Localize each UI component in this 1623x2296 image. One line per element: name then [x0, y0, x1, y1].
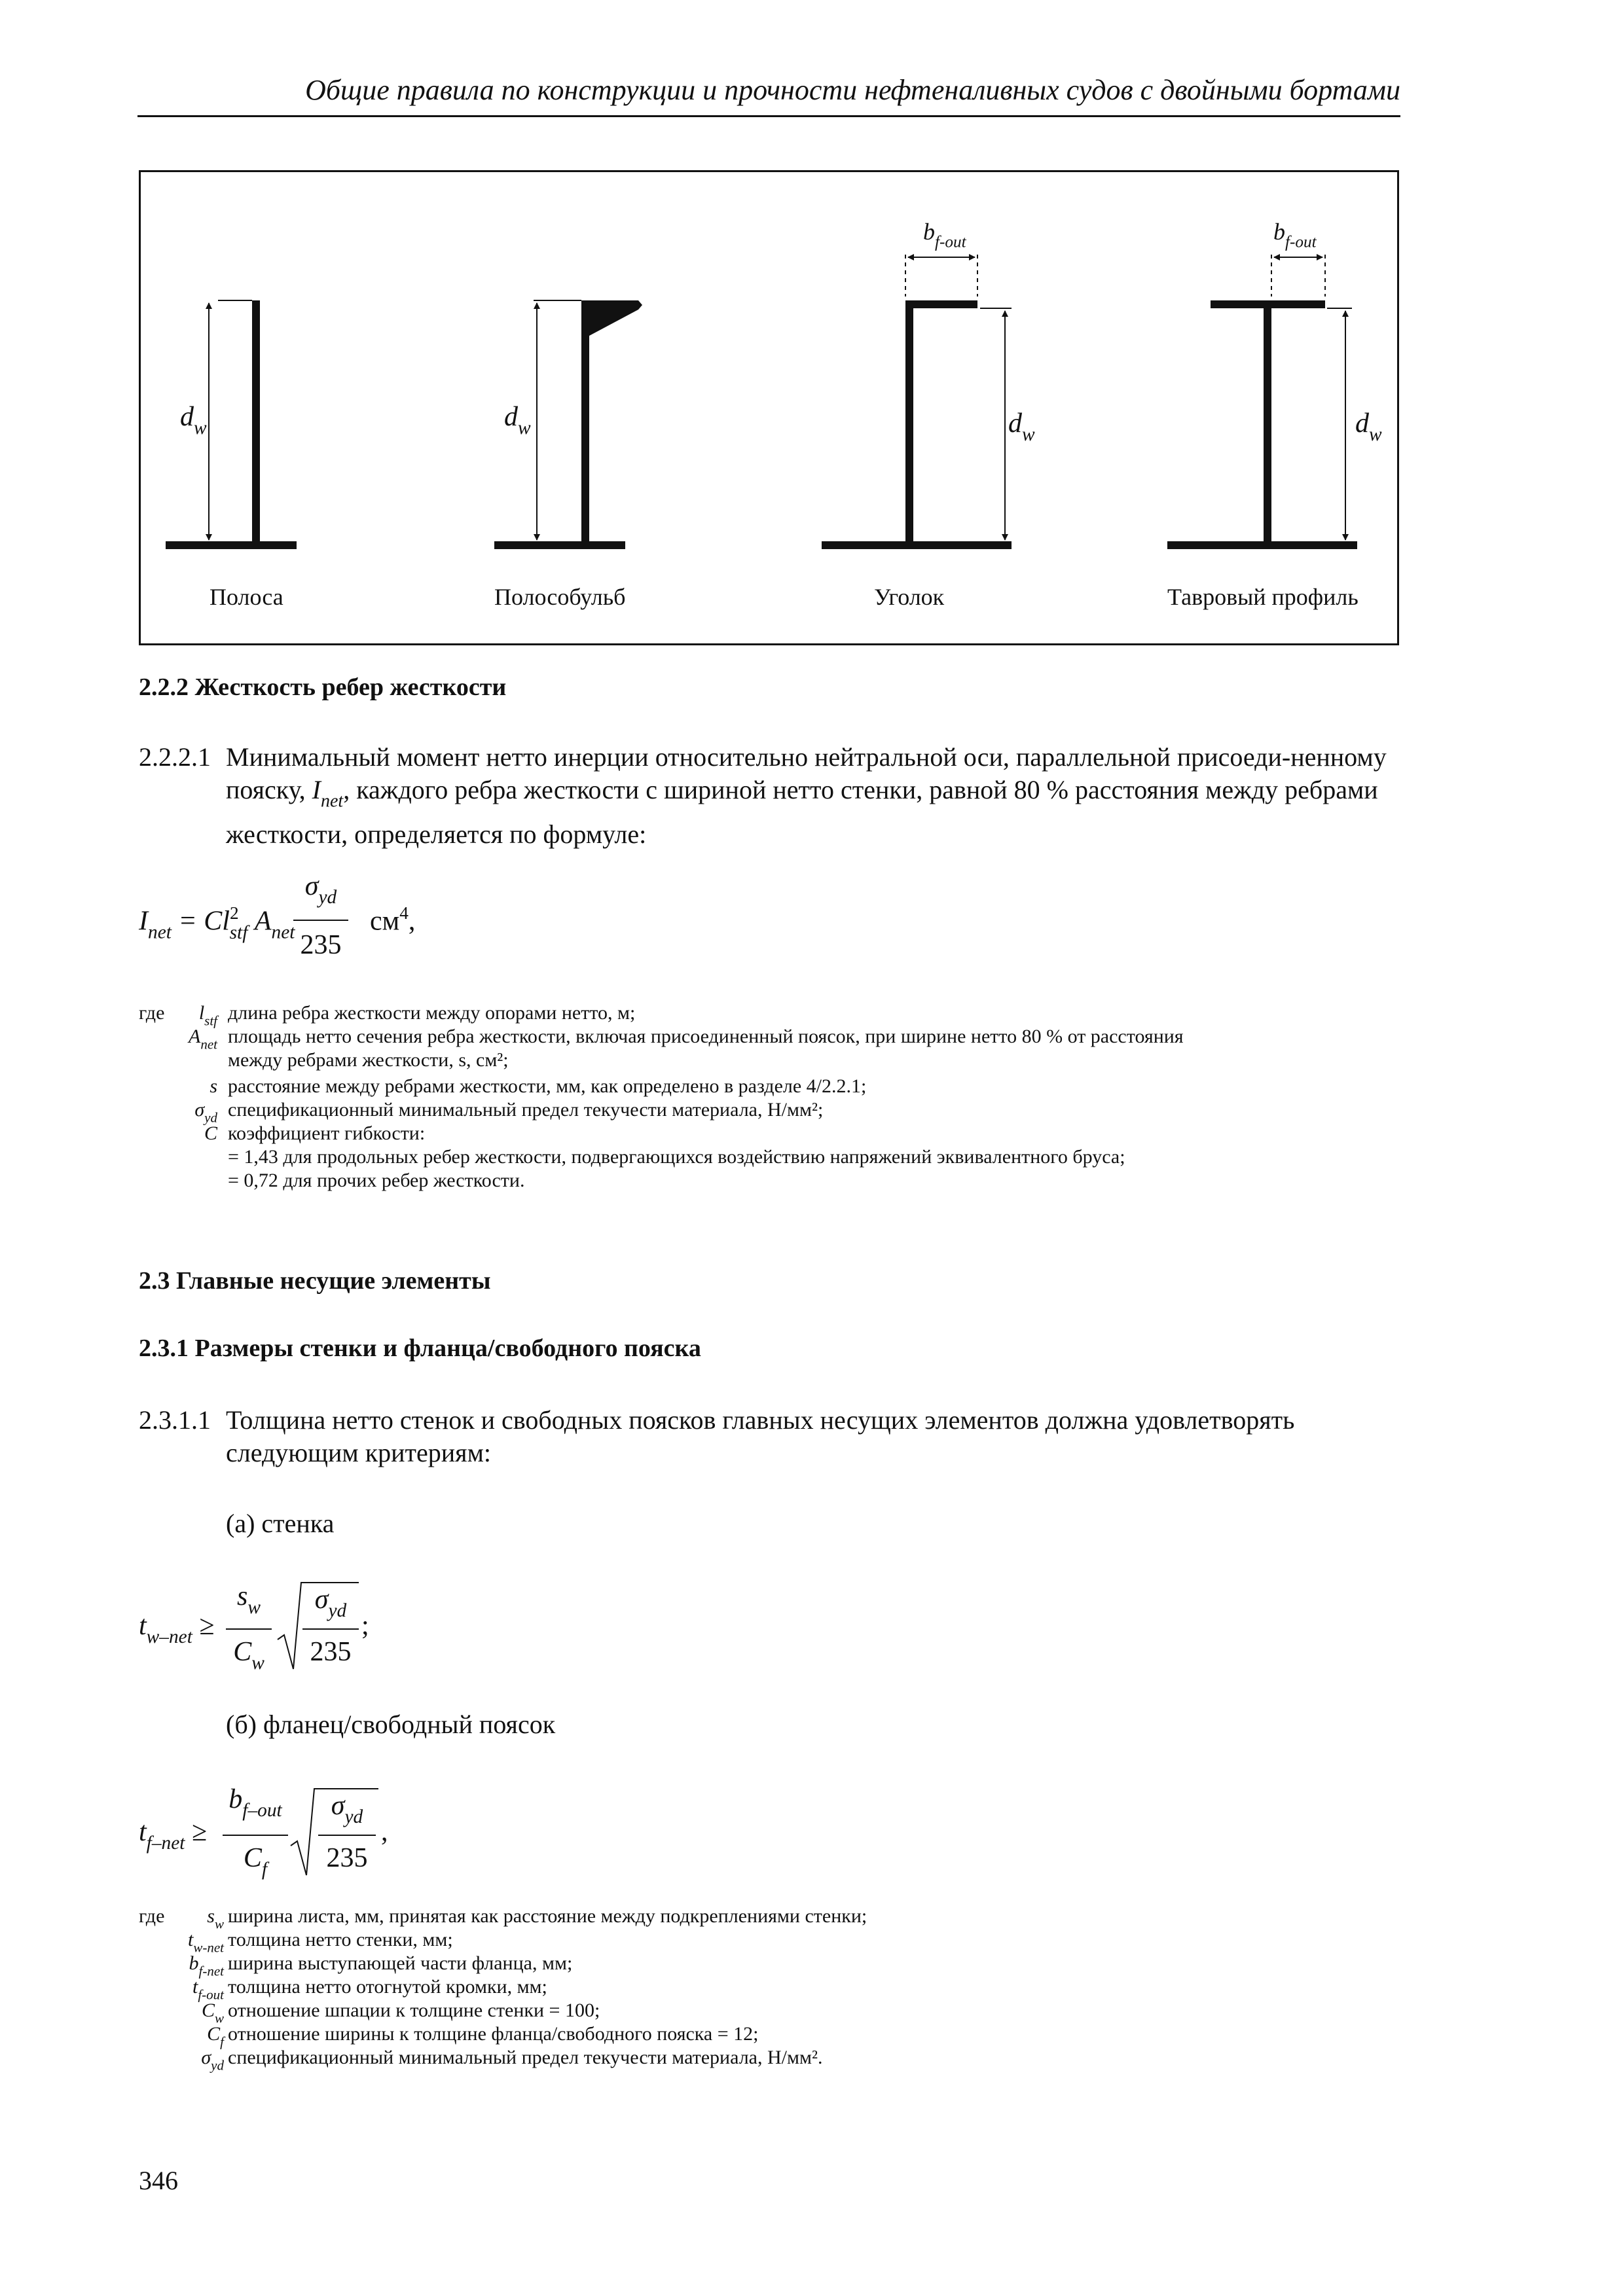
item-b-flange: (б) фланец/свободный поясок: [226, 1710, 556, 1739]
caption-tee: Тавровый профиль: [1167, 584, 1359, 610]
dim-label-tee: $d_w$: [1355, 408, 1382, 446]
paragraph-2-2-2-1: 2.2.2.1 Минимальный момент нетто инерции относительно нейтральной оси, параллельной присоеди-ненному пояску, $I_{net}$, каждого ребра жесткости с шириной нетто стенки, равной 80 % расстояния между ребрами жесткости, определяется по формуле:: [139, 742, 1387, 849]
formula-web-lhs: $t_{w-net}$ ≥: [139, 1611, 215, 1648]
formula-flange-end: ,: [381, 1817, 388, 1847]
paragraph-2-3-1-1: 2.3.1.1 Толщина нетто стенок и свободных поясков главных несущих элементов должна удовлетворять следующим критериям:: [139, 1405, 1295, 1467]
where-lead: где: [139, 1002, 165, 1024]
page-number: 346: [139, 2166, 178, 2195]
caption-angle: Уголок: [874, 584, 945, 610]
section-heading-2-3: 2.3 Главные несущие элементы: [139, 1267, 491, 1295]
formula-inertia-lhs: $I_{net} = Cl^2_{stf}$ $A_{net}$: [139, 903, 295, 943]
dim-label-angle: $d_w$: [1008, 408, 1035, 446]
formula-inertia-numerator: $\sigma_{yd}$: [304, 871, 337, 908]
dim-label-bulb: $d_w$: [504, 402, 531, 439]
formula-flange-denominator: $C_f$: [243, 1843, 268, 1880]
dim-label-flat: $d_w$: [180, 402, 207, 439]
formula-inertia-unit: $см^4$,: [370, 903, 416, 937]
flange-width-label-angle: $b_{f-out}$: [923, 219, 966, 251]
profiles-drawing: [141, 172, 1401, 647]
formula-web-root-denominator: 235: [310, 1637, 352, 1667]
running-header: Общие правила по конструкции и прочности нефтеналивных судов с двойными бортами: [305, 74, 1400, 106]
caption-flat-bar: Полоса: [210, 584, 283, 610]
where-list-web-flange: где $s_w$ ширина листа, мм, принятая как расстояние между подкреплениями стенки; $t_{w-net}$ толщина нетто стенки, мм; $b_{f-net}$ ширина выступающей части фланца, мм; $t_{f-out}$ толщина нетто отогнутой кромки, мм; $C_w$ отношение шпации к толщине стенки = 100; $C_f$ отношение ширины к толщине фланца/свободного пояска = 12; $\sigma_{yd}$ спецификационный минимальный предел текучести материала, Н/мм².: [139, 1905, 867, 2073]
formula-flange-root-denominator: 235: [326, 1843, 368, 1873]
formula-inertia-denominator: 235: [300, 930, 342, 960]
fraction-bar: [293, 920, 348, 921]
fraction-bar: [302, 1628, 359, 1630]
formula-web-root-numerator: $\sigma_{yd}$: [314, 1585, 347, 1622]
formula-flange-lhs: $t_{f-net}$ ≥: [139, 1817, 208, 1854]
formula-web-end: ;: [361, 1611, 369, 1641]
fraction-bar: [223, 1835, 288, 1836]
paragraph-number: 2.2.2.1: [139, 742, 211, 772]
formula-flange-root-numerator: $\sigma_{yd}$: [331, 1791, 363, 1828]
flange-width-label-tee: $b_{f-out}$: [1273, 219, 1317, 251]
where-list-inertia: где $l_{stf}$ длина ребра жесткости между опорами нетто, м; $A_{net}$ площадь нетто сечения ребра жесткости, включая присоединенный поясок, при ширине нетто 80 % от расстояния между ребрами жесткости, s, см²; s расстояние между ребрами жесткости, мм, как определено в разделе 4/2.2.1; $\sigma_{yd}$ спецификационный минимальный предел текучести материала, Н/мм²; C коэффициент гибкости: = 1,43 для продольных ребер жесткости, подвергающихся воздействию напряжений эквивалентного бруса; = 0,72 для прочих ребер жесткости.: [139, 1002, 1184, 1191]
header-rule: [137, 115, 1400, 117]
section-heading-2-3-1: 2.3.1 Размеры стенки и фланца/свободного пояска: [139, 1335, 701, 1362]
formula-web-denominator: $C_w$: [233, 1637, 264, 1674]
stiffener-profiles-figure: [139, 170, 1399, 645]
angle-profile: [822, 255, 1012, 549]
tee-profile: [1167, 255, 1357, 549]
formula-web-numerator: $s_w$: [237, 1581, 261, 1619]
item-a-web: (а) стенка: [226, 1509, 335, 1538]
fraction-bar: [318, 1835, 376, 1836]
formula-flange-numerator: $b_{f-out}$: [228, 1784, 282, 1821]
caption-bulb-flat: Полособульб: [494, 584, 626, 610]
section-heading-2-2-2: 2.2.2 Жесткость ребер жесткости: [139, 673, 507, 701]
fraction-bar: [226, 1628, 272, 1630]
